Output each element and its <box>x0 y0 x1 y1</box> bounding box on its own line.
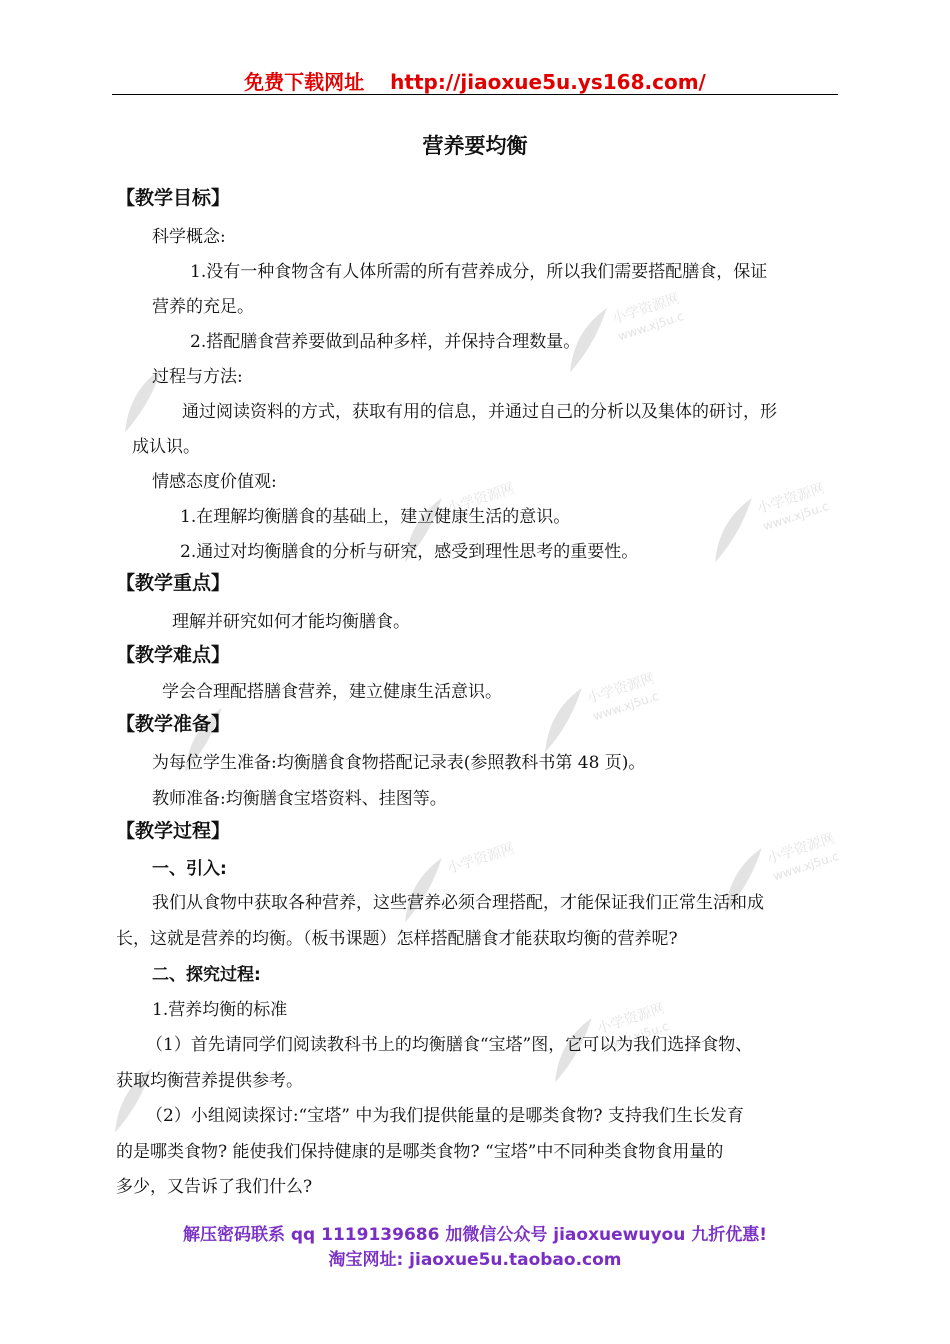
watermark-url: www.xj5u.com <box>601 1013 676 1054</box>
process-line1: 通过阅读资料的方式，获取有用的信息，并通过自己的分析以及集体的研讨，形 <box>182 402 777 422</box>
concept-1-line2: 营养的充足。 <box>152 297 254 317</box>
concept-1-line1: 1.没有一种食物含有人体所需的所有营养成分，所以我们需要搭配膳食，保证 <box>190 262 768 282</box>
section-heading-key-points: 【教学重点】 <box>116 572 231 594</box>
watermark-url: www.xj5u.com <box>616 303 691 344</box>
watermark <box>93 1041 236 1142</box>
watermark-text: 小学资源网 <box>445 840 517 878</box>
watermark-leaf-icon <box>523 661 665 758</box>
footer-contact: 解压密码联系 qq 1119139686 加微信公众号 jiaoxuewuyou 九折优惠! <box>182 1225 768 1245</box>
footer-taobao-link[interactable]: 淘宝网址: jiaoxue5u.taobao.com <box>328 1250 622 1270</box>
standard-title: 1.营养均衡的标准 <box>152 1000 288 1020</box>
watermark-text: 小学资源网 <box>595 1000 667 1038</box>
section-heading-preparation: 【教学准备】 <box>116 713 231 735</box>
attitude-2: 2.通过对均衡膳食的分析与研究，感受到理性思考的重要性。 <box>180 542 639 562</box>
header-divider <box>112 94 838 95</box>
watermark-url: www.xj5u.com <box>771 843 846 884</box>
intro-line2: 长，这就是营养的均衡。（板书课题）怎样搭配膳食才能获取均衡的营养呢? <box>116 929 678 949</box>
concept-2: 2.搭配膳食营养要做到品种多样，并保持合理数量。 <box>190 332 581 352</box>
watermark-leaf-icon <box>693 471 835 568</box>
header <box>0 66 950 95</box>
step1-line2: 获取均衡营养提供参考。 <box>116 1071 303 1091</box>
page-title: 营养要均衡 <box>422 134 528 158</box>
watermark-text: 小学资源网 <box>445 480 517 518</box>
section-heading-process: 【教学过程】 <box>116 820 231 842</box>
section-heading-difficulties: 【教学难点】 <box>116 644 231 666</box>
header-url-link[interactable]: http://jiaoxue5u.ys168.com/ <box>390 70 706 94</box>
watermark-url: www.xj5u.com <box>591 683 666 724</box>
watermark <box>383 831 526 932</box>
header-label: 免费下载网址 <box>244 70 365 94</box>
watermark-text: 小学资源网 <box>765 830 837 868</box>
watermark-leaf-icon <box>383 831 525 928</box>
explore-heading: 二、探究过程: <box>152 965 261 985</box>
watermark-url: www.xj5u.com <box>761 493 836 534</box>
watermark <box>693 471 836 572</box>
section-heading-goals: 【教学目标】 <box>116 187 231 209</box>
process-line2: 成认识。 <box>132 437 200 457</box>
process-method-label: 过程与方法: <box>152 367 243 387</box>
step2-line2: 的是哪类食物? 能使我们保持健康的是哪类食物? “宝塔”中不同种类食物食用量的 <box>116 1142 724 1162</box>
difficulties-text: 学会合理配搭膳食营养，建立健康生活意识。 <box>162 682 502 702</box>
watermark-text: 小学资源网 <box>585 670 657 708</box>
intro-line1: 我们从食物中获取各种营养，这些营养必须合理搭配，才能保证我们正常生活和成 <box>152 893 764 913</box>
watermark <box>103 341 246 442</box>
preparation-students: 为每位学生准备:均衡膳食食物搭配记录表(参照教科书第 48 页)。 <box>152 753 646 773</box>
step2-line3: 多少，又告诉了我们什么? <box>116 1177 313 1197</box>
preparation-teacher: 教师准备:均衡膳食宝塔资料、挂图等。 <box>152 789 447 809</box>
watermark-text: 小学资源网 <box>610 290 682 328</box>
attitude-label: 情感态度价值观: <box>152 472 277 492</box>
key-points-text: 理解并研究如何才能均衡膳食。 <box>172 612 410 632</box>
attitude-1: 1.在理解均衡膳食的基础上，建立健康生活的意识。 <box>180 507 571 527</box>
science-concept-label: 科学概念: <box>152 227 226 247</box>
step1-line1: （1）首先请同学们阅读教科书上的均衡膳食“宝塔”图，它可以为我们选择食物、 <box>146 1035 753 1055</box>
watermark-leaf-icon <box>103 341 245 438</box>
step2-line1: （2）小组阅读探讨:“宝塔” 中为我们提供能量的是哪类食物? 支持我们生长发育 <box>146 1106 744 1126</box>
watermark-text: 小学资源网 <box>755 480 827 518</box>
intro-heading: 一、引入: <box>152 859 227 879</box>
